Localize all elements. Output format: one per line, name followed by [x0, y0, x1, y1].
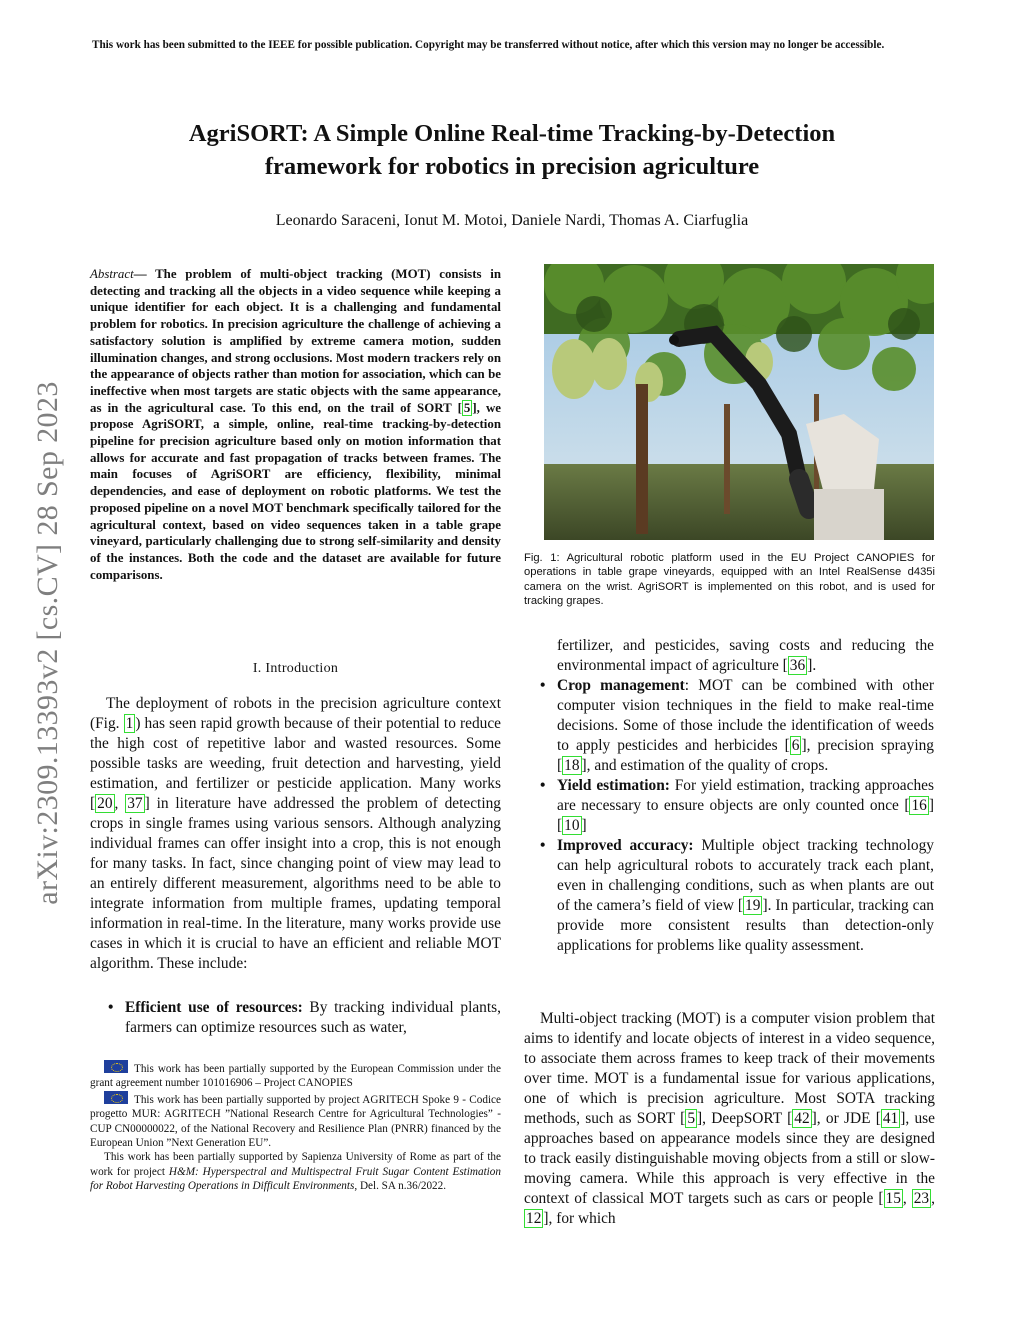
intro-paragraph: The deployment of robots in the precision agriculture context (Fig. 1 ) has seen rapid growth because of their potential to reduce the high cost of repetitive labor and wasted resources. Some possible tasks are weeding, fruit detection and harvesting, yield estimation, and fertilizer or pesticide application. Many works [ 20 , 37 ] in literature have addressed the problem of detecting crops in single frames using various sensors. Although analyzing individual frames can offer insight into a crop, this is not enough for many tasks. In fact, since changing point of view may lead to an entirely different measurement, algorithms need to be able to integrate information from multiple frames, updating temporal information in real-time. In the literature, many works provide use cases in which it is crucial to have an efficient and reliable MOT algorithm. These include:: [90, 695, 501, 972]
eu-flag-icon: [104, 1091, 128, 1104]
bullet-list-left: [108, 998, 501, 1038]
citation-link[interactable]: 5: [463, 400, 471, 415]
publication-notice: This work has been submitted to the IEEE for possible publication. Copyright may be transferred without notice, after which this version may no longer be accessible.: [92, 39, 885, 51]
author-list: Leonardo Saraceni, Ionut M. Motoi, Daniele Nardi, Thomas A. Ciarfuglia: [275, 212, 749, 229]
citation-link[interactable]: 12: [526, 1210, 542, 1227]
citation-link[interactable]: 42: [794, 1110, 810, 1127]
citation-link[interactable]: 16: [911, 797, 927, 814]
citation-link[interactable]: 20: [97, 795, 113, 812]
list-item: • Yield estimation: For yield estimation, tracking approaches are necessary to ensure objects are only counted once [ 16 ][ 10 ]: [540, 776, 934, 836]
citation-link[interactable]: 23: [913, 1190, 930, 1207]
figure-caption: Fig. 1: Agricultural robotic platform used in the EU Project CANOPIES for operations in table grape vineyards, equipped with an Intel RealSense d435i camera on the wrist. AgriSORT is implemented on this robot, and is used for tracking grapes.: [524, 552, 935, 608]
citation-link[interactable]: 19: [745, 897, 761, 914]
bullet-list-right: [540, 636, 934, 956]
citation-link[interactable]: 18: [564, 757, 580, 774]
citation-link[interactable]: 36: [789, 657, 806, 674]
eu-flag-icon: [104, 1060, 128, 1073]
citation-link[interactable]: 5: [687, 1110, 696, 1127]
footnotes: [90, 1060, 501, 1194]
list-item: • Improved accuracy: Multiple object tracking technology can help agricultural robots to accurately track each plant, even in challenging conditions, such as when plants are out of the camera’s field of view [ 19 ]. In particular, tracking can provide more consistent results than detection-only applications for problems like quality assessment.: [540, 836, 934, 956]
footnote: This work has been partially supported by project AGRITECH Spoke 9 - Codice progetto MUR: AGRITECH ”National Research Centre for Agricultural Technologies” - CUP CN00000022, of the National Recovery and Resilience Plan (PNRR) financed by the European Union ”Next Generation EU”.: [90, 1091, 501, 1151]
section-heading: I. Introduction: [252, 661, 339, 676]
vineyard-image: [544, 264, 934, 540]
citation-link[interactable]: 6: [791, 737, 800, 754]
paper-title: [100, 117, 924, 183]
footnote: This work has been partially supported by the European Commission under the grant agreement number 101016906 – Project CANOPIES: [90, 1060, 501, 1091]
arxiv-sidebar: [18, 318, 78, 968]
footnote: This work has been partially supported by Sapienza University of Rome as part of the work for project H&M: Hyperspectral and Multispectral Fruit Sugar Content Estimation for Robot Harvesting Operations in Difficult Environments, Del. SA n.36/2022.: [90, 1151, 501, 1193]
citation-link[interactable]: 37: [127, 795, 143, 812]
citation-link[interactable]: 10: [564, 817, 580, 834]
title-line-2: framework for robotics in precision agriculture: [264, 153, 760, 180]
list-item: • Crop management: MOT can be combined with other computer vision techniques in the field to make real-time decisions. Some of those include the identification of weeds to apply pesticides and herbicides [ 6 ], precision spraying [ 18 ], and estimation of the quality of crops.: [540, 676, 934, 776]
list-item-continuation: fertilizer, and pesticides, saving costs and reducing the environmental impact of agriculture [ 36 ].: [557, 637, 934, 674]
title-line-1: AgriSORT: A Simple Online Real-time Tracking-by-Detection: [188, 120, 836, 147]
abstract-label: Abstract: [90, 267, 134, 281]
robot-vineyard-photo: [544, 264, 934, 540]
figure-link[interactable]: 1: [125, 715, 134, 732]
citation-link[interactable]: 41: [882, 1110, 899, 1127]
arxiv-identifier: arXiv:2309.13393v2 [cs.CV] 28 Sep 2023: [31, 381, 64, 905]
mot-paragraph: Multi-object tracking (MOT) is a computer vision problem that aims to identify and locate objects of interest in a video sequence, to associate them across frames to keep track of their movements over time. MOT is a fundamental issue for various applications, one of which is precision agriculture. Most SOTA tracking methods, such as SORT [ 5 ], DeepSORT [ 42 ], or JDE [ 41 ], use approaches based on appearance models since they are designed to track easily distinguishable moving objects from a still or slow-moving camera. While this approach is very effective in the context of classical MOT targets such as cars or people [ 15 , 23 , 12 ], for which: [524, 1010, 936, 1227]
list-item: • Efficient use of resources: By tracking individual plants, farmers can optimize resources such as water,: [108, 998, 501, 1038]
citation-link[interactable]: 15: [885, 1190, 901, 1207]
abstract: Abstract— The problem of multi-object tracking (MOT) consists in detecting and tracking all the objects in a video sequence while keeping a unique identifier for each object. It is a challenging and fundamental problem for robotics. In precision agriculture the challenge of achieving a satisfactory solution is amplified by extreme camera motion, sudden illumination changes, and strong occlusions. Most modern trackers rely on the appearance of objects rather than motion for association, which can be ineffective when most targets are static objects with the same appearance, as in the agricultural case. To this end, on the trail of SORT [ 5 ], we propose AgriSORT, a simple, online, real-time tracking-by-detection pipeline for precision agriculture based only on motion information that allows for accurate and fast propagation of tracks between frames. The main focuses of AgriSORT are efficiency, flexibility, minimal dependencies, and ease of deployment on robotic platforms. We test the proposed pipeline on a novel MOT benchmark specifically tailored for the agricultural context, based on video sequences taken in a table grape vineyard, particularly challenging due to strong self-similarity and density of the instances. Both the code and the dataset are available for future comparisons.: [90, 267, 501, 582]
